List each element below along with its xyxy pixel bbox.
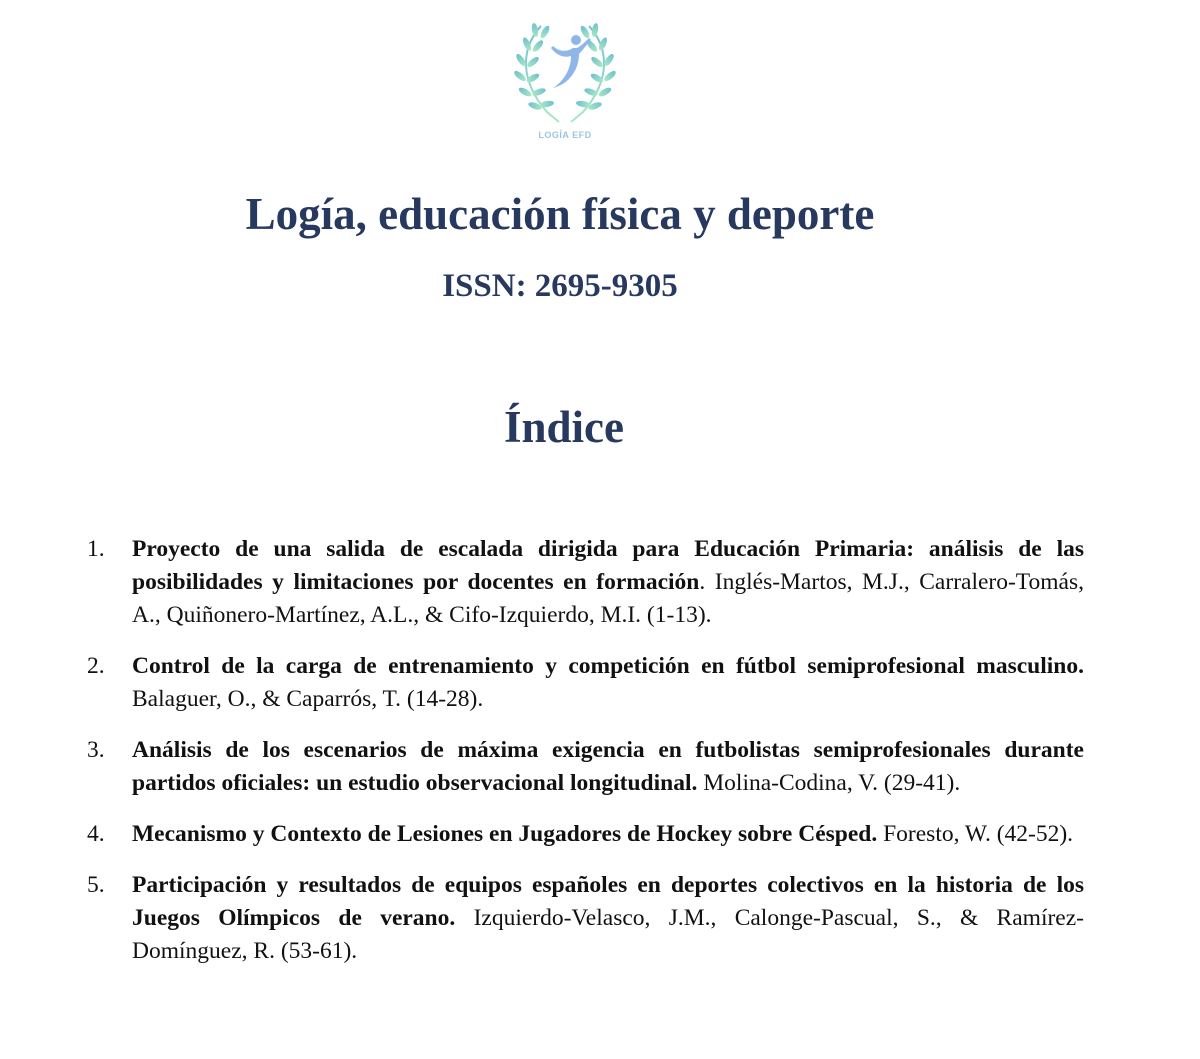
issn: ISSN: 2695-9305	[442, 268, 678, 304]
toc-item	[80, 533, 1084, 632]
laurel-wreath-athlete-icon	[511, 18, 619, 142]
toc-item-title: Proyecto de una salida de escalada dirigida para Educación Primaria: análisis de las posibilidades y limitaciones por docentes en formación	[132, 536, 1084, 595]
toc-item	[80, 734, 1084, 800]
toc-item-authors: . Inglés-Martos, M.J., Carralero-Tomás, A., Quiñonero-Martínez, A.L., & Cifo-Izquierdo, M.I. (1-13).	[132, 569, 1084, 628]
toc-item-title: Control de la carga de entrenamiento y competición en fútbol semiprofesional masculino.	[132, 653, 1084, 679]
toc-item-authors: Balaguer, O., & Caparrós, T. (14-28).	[132, 686, 484, 712]
toc-item-authors: Izquierdo-Velasco, J.M., Calonge-Pascual, S., & Ramírez-Domínguez, R. (53-61).	[132, 905, 1084, 964]
toc-item-number: 5.	[87, 872, 105, 898]
toc-item-title: Participación y resultados de equipos españoles en deportes colectivos en la historia de los Juegos Olímpicos de verano.	[132, 872, 1084, 931]
toc-item	[80, 650, 1084, 716]
logo-text: LOGÍA EFD	[538, 130, 592, 140]
toc-item-number: 4.	[87, 821, 105, 847]
toc-item-title: Mecanismo y Contexto de Lesiones en Jugadores de Hockey sobre Césped.	[132, 821, 878, 847]
toc-item	[80, 818, 1084, 851]
toc-item	[80, 869, 1084, 968]
toc-item-number: 1.	[87, 536, 105, 562]
toc-item-authors: Molina-Codina, V. (29-41).	[697, 770, 961, 796]
toc-item-number: 2.	[87, 653, 105, 679]
journal-logo	[511, 18, 619, 142]
toc-item-title: Análisis de los escenarios de máxima exigencia en futbolistas semiprofesionales durante partidos oficiales: un estudio observacional longitudinal.	[132, 737, 1084, 796]
toc-item-authors: Foresto, W. (42-52).	[877, 821, 1074, 847]
table-of-contents	[80, 533, 1084, 986]
index-heading: Índice	[503, 402, 624, 452]
toc-item-number: 3.	[87, 737, 105, 763]
journal-title: Logía, educación física y deporte	[245, 189, 875, 239]
